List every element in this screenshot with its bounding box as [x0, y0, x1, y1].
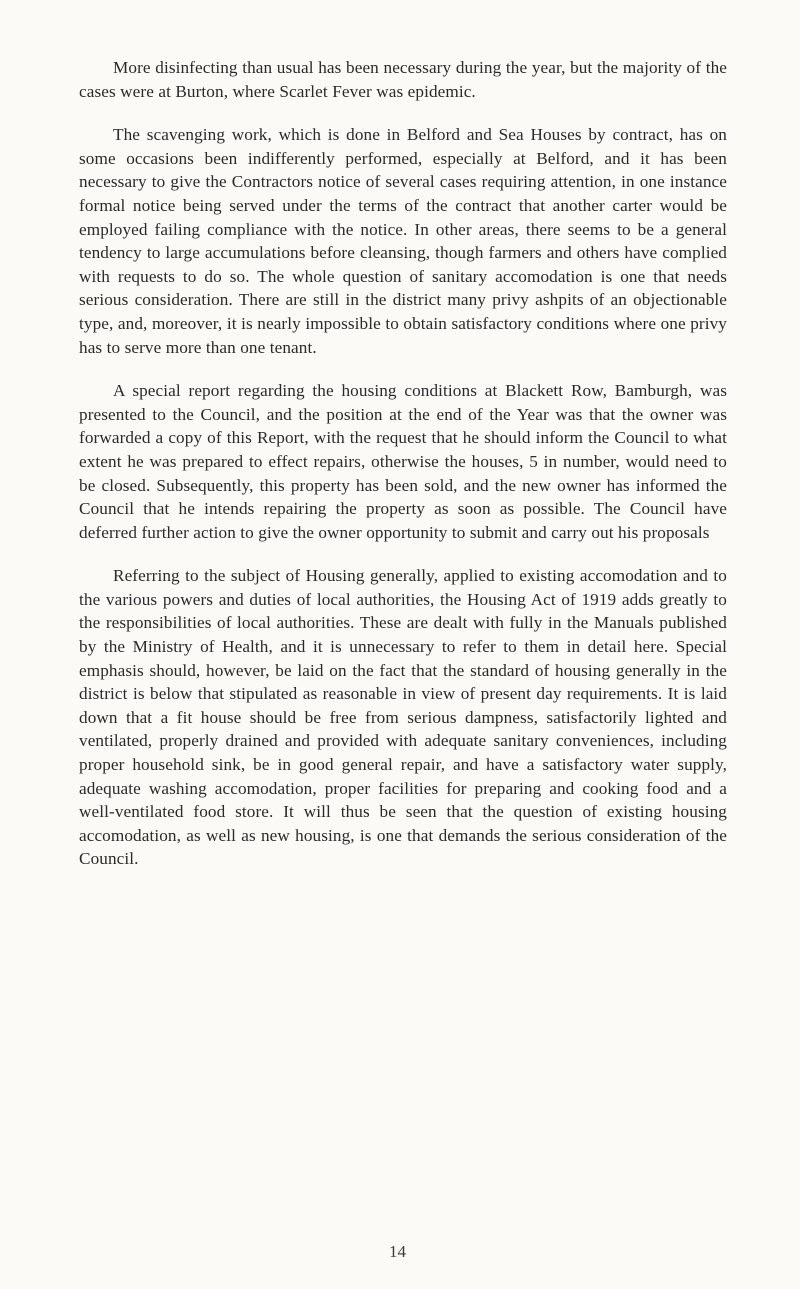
paragraph-disinfecting: More disinfecting than usual has been necessary during the year, but the majority of the cases were at Burton, where Scarlet Fever was epidemic.	[79, 58, 727, 101]
paragraph-blackett-row-report: A special report regarding the housing conditions at Blackett Row, Bamburgh, was presented to the Council, and the position at the end of the Year was that the owner was forwarded a copy of this Report, with the request that he should inform the Council to what extent he was prepared to effect repairs, otherwise the houses, 5 in number, would need to be closed. Subsequently, this property has been sold, and the new owner has informed the Council that he intends repairing the property as soon as possible. The Council have deferred further action to give the owner opportunity to submit and carry out his proposals	[79, 381, 727, 542]
paragraph-scavenging: The scavenging work, which is done in Belford and Sea Houses by contract, has on some occasions been indifferently performed, especially at Belford, and it has been necessary to give the Contractors notice of several cases requiring attention, in one instance formal notice being served under the terms of the contract that another carter would be employed failing compliance with the notice. In other areas, there seems to be a general tendency to large accumulations before cleansing, though farmers and others have complied with requests to do so. The whole question of sanitary accomodation is one that needs serious consideration. There are still in the district many privy ashpits of an objectionable type, and, moreover, it is nearly impossible to obtain satisfactory conditions where one privy has to serve more than one tenant.	[79, 125, 727, 357]
document-page	[79, 56, 727, 891]
paragraph-housing-generally: Referring to the subject of Housing generally, applied to existing accomodation and to the various powers and duties of local authorities, the Housing Act of 1919 adds greatly to the responsibilities of local authorities. These are dealt with fully in the Manuals published by the Ministry of Health, and it is unnecessary to refer to them in detail here. Special emphasis should, however, be laid on the fact that the standard of housing generally in the district is below that stipulated as reasonable in view of present day requirements. It is laid down that a fit house should be free from serious dampness, satisfactorily lighted and ventilated, properly drained and provided with adequate sanitary conveniences, including proper household sink, be in good general repair, and have a satisfactory water supply, adequate washing accomodation, proper facilities for preparing and cooking food and a well-ventilated food store. It will thus be seen that the question of existing housing accomodation, as well as new housing, is one that demands the serious consideration of the Council.	[79, 566, 727, 869]
page-number: 14	[389, 1242, 406, 1261]
